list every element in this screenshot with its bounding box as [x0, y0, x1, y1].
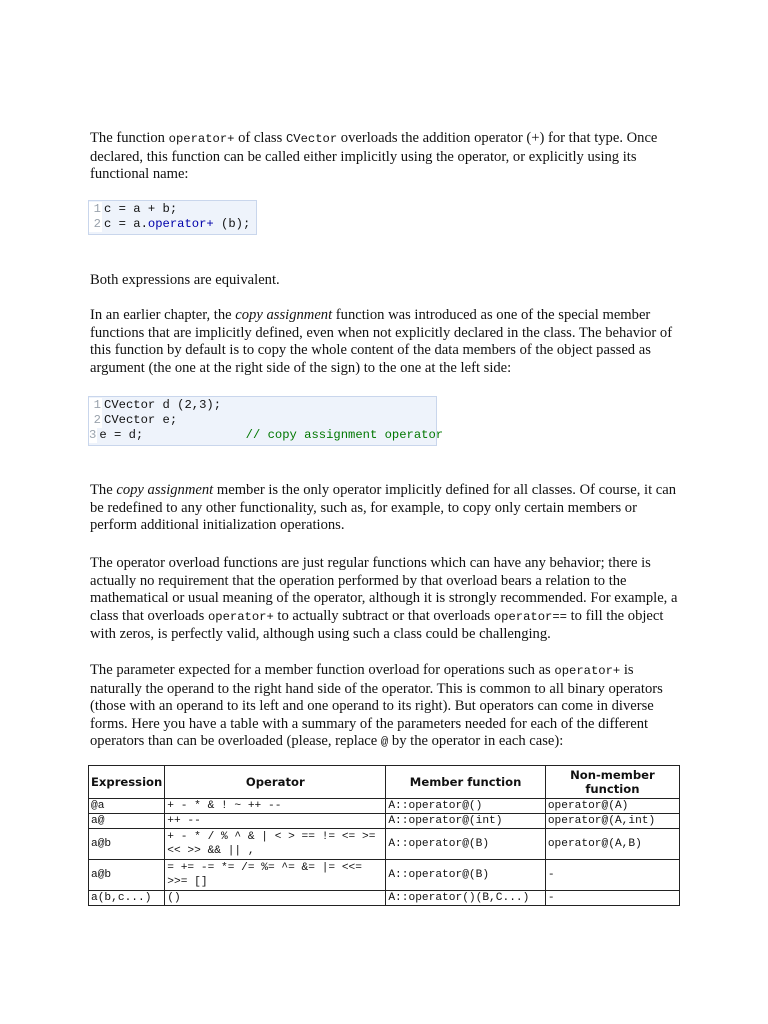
table-row — [89, 891, 680, 906]
header-non-member-function: Non-member function — [545, 766, 679, 799]
cell-non-member: - — [545, 860, 679, 891]
cell-non-member: operator@(A) — [545, 799, 679, 814]
cell-member: A::operator@() — [386, 799, 545, 814]
line-number: 1 — [89, 398, 102, 413]
cell-expression: a@b — [89, 829, 165, 860]
code-line — [89, 398, 435, 413]
line-number: 2 — [89, 413, 102, 428]
cell-expression: @a — [89, 799, 165, 814]
copy-assignment-paragraph: In an earlier chapter, the copy assignment function was introduced as one of the special member functions that are implicitly defined, even when not explicitly declared in the class. The behavior of this function by default is to copy the whole content of the data members of the object passed as argument (the one at the right side of the sign) to the one at the left side: — [90, 307, 673, 376]
header-expression: Expression — [89, 766, 165, 799]
cell-expression: a@ — [89, 814, 165, 829]
equivalence-paragraph: Both expressions are equivalent. — [90, 272, 280, 288]
code-line — [89, 217, 255, 232]
code-line — [89, 428, 444, 443]
inline-code-cvector: CVector — [285, 132, 338, 146]
code-block-2 — [88, 396, 444, 446]
intro-paragraph: The function operator+ of class CVector overloads the addition operator (+) for that type. Once declared, this function can be called either implicitly using the operator, or explicitly using its functional name: — [90, 130, 658, 182]
cell-member: A::operator()(B,C...) — [386, 891, 545, 906]
cell-non-member: operator@(A,int) — [545, 814, 679, 829]
line-number: 3 — [89, 428, 97, 442]
cell-expression: a(b,c...) — [89, 891, 165, 906]
header-member-function: Member function — [386, 766, 545, 799]
line-number: 1 — [89, 202, 102, 217]
table-row — [89, 860, 680, 891]
table-row — [89, 829, 680, 860]
code-text: CVector d (2,3); — [104, 398, 222, 412]
code-text: c = a + b; — [104, 202, 178, 216]
cell-operator: = += -= *= /= %= ^= &= |= <<= >>= [] — [165, 860, 386, 891]
cell-expression: a@b — [89, 860, 165, 891]
table-header-row — [89, 766, 680, 799]
cell-non-member: operator@(A,B) — [545, 829, 679, 860]
parameter-paragraph: The parameter expected for a member function overload for operations such as operator+ is naturally the operand to the right hand side of the operator. This is common to all binary operators (those with an operand to its left and one operand to its right). But operators can come in diverse forms. Here you have a table with a summary of the parameters needed for each of the different operators than can be overloaded (please, replace @ by the operator in each case): — [90, 662, 663, 749]
code-block-1 — [88, 200, 257, 235]
cell-member: A::operator@(B) — [386, 829, 545, 860]
cell-operator: () — [165, 891, 386, 906]
table-row — [89, 814, 680, 829]
operator-overload-paragraph: The operator overload functions are just regular functions which can have any behavior; there is actually no requirement that the operation performed by that overload bears a relation to the mathematical or usual meaning of the operator, although it is strongly recommended. For example, a class that overloads operator+ to actually subtract or that overloads operator== to fill the object with zeros, is perfectly valid, although using such a class could be challenging. — [90, 555, 678, 642]
code-comment: // copy assignment operator — [245, 428, 444, 442]
table-row — [89, 799, 680, 814]
code-text: CVector e; — [104, 413, 178, 427]
cell-operator: + - * / % ^ & | < > == != <= >= << >> && || , — [165, 829, 386, 860]
code-line — [89, 413, 435, 428]
cell-operator: ++ -- — [165, 814, 386, 829]
operator-table — [88, 765, 680, 906]
cell-member: A::operator@(B) — [386, 860, 545, 891]
code-line — [89, 202, 255, 217]
inline-code-operator-plus: operator+ — [168, 132, 235, 146]
header-operator: Operator — [165, 766, 386, 799]
copy-assignment-member-paragraph: The copy assignment member is the only operator implicitly defined for all classes. Of course, it can be redefined to any other functionality, such as, for example, to copy only certain members or perform additional initialization operations. — [90, 482, 677, 533]
cell-operator: + - * & ! ~ ++ -- — [165, 799, 386, 814]
cell-member: A::operator@(int) — [386, 814, 545, 829]
code-text: e = d; // copy assignment operator — [99, 428, 444, 442]
code-text: c = a.operator+ (b); — [104, 217, 251, 231]
cell-non-member: - — [545, 891, 679, 906]
line-number: 2 — [89, 217, 102, 232]
